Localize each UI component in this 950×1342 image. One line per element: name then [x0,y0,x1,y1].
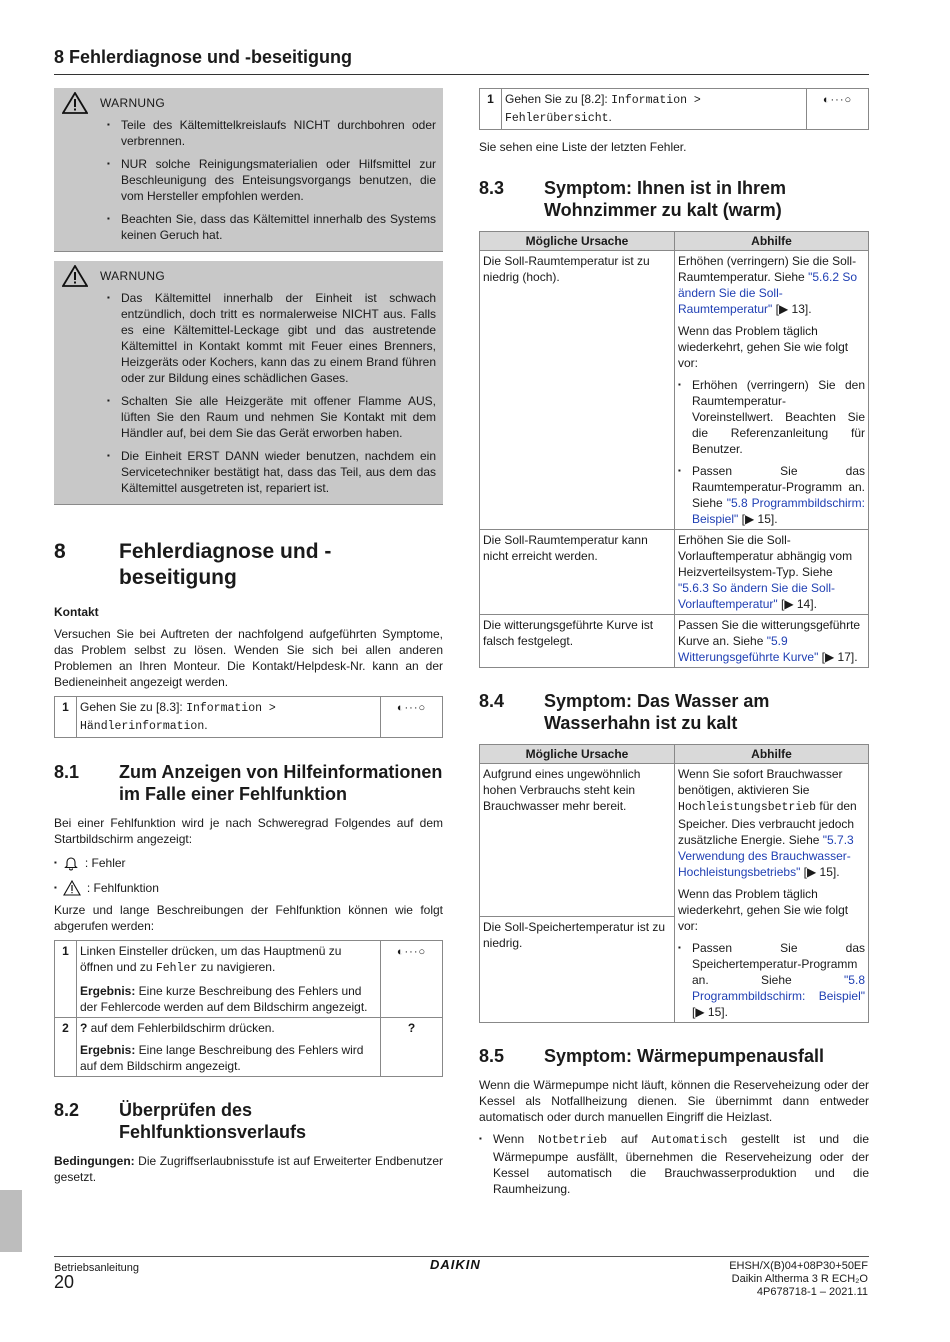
error-steps-table [54,940,443,1077]
cause-cell: Die Soll-Raumtemperatur ist zu niedrig (hoch). [480,251,675,530]
list-item: ▪ : Fehlfunktion [54,881,159,895]
history-after-text: Sie sehen eine Liste der letzten Fehler. [479,140,687,154]
section-number: 8 [54,540,66,563]
kontakt-step-table [54,696,443,738]
daikin-logo: DAIKIN [430,1257,481,1272]
warning-item: ▪ Schalten Sie alle Heizgeräte mit offener Flamme AUS, lüften Sie den Raum und nehmen Sie Kontakt mit dem Händler auf, bei dem Sie das Gerät erworben haben. [108,393,436,441]
warning-item: ▪ Das Kältemittel innerhalb der Einheit ist schwach entzündlich, doch tritt es normalerweise NICHT aus. Falls es eine Kältemittel-Leckage gibt und das austretende Kältemittel in Kontakt kommt mit Feuer eines Brenners, Heizgeräts oder Kochers, kann das zu einem Brand führen oder zur Bildung eines schädlichen Gases. [108,290,436,386]
warning-title: WARNUNG [100,96,165,110]
remedy-cell: Wenn Sie sofort Brauchwasser benötigen, aktivieren Sie Hochleistungsbetrieb für den Speicher. Dies verbraucht jedoch zusätzliche Energie. Siehe "5.7.3 Verwendung des Brauchwasser-Hochleistungsbetriebs" [▶ 15]. Wenn das Problem täglich wiederkehrt, gehen Sie wie folgt vor: ▪ Passen Sie das Speichertemperatur-Programm an. Siehe "5.8 Programmbildschirm: Beispiel" [▶ 15]. [675,764,869,1023]
footer-model-info: EHSH/X(B)04+08P30+50EF Daikin Altherma 3 R ECH₂O 4P678718-1 – 2021.11 [729,1260,868,1298]
table-row [480,251,869,530]
remedy-cell: Erhöhen Sie die Soll-Vorlauftemperatur abhängig vom Heizverteilsystem-Typ. Siehe "5.6.3 So ändern Sie die Soll-Vorlauftemperatur" [▶ 14]. [675,530,869,615]
warning-item: ▪ Die Einheit ERST DANN wieder benutzen, nachdem ein Servicetechniker bestätigt hat, dass das Teil, aus dem das Kältemittel ausgetreten ist, repariert ist. [108,448,436,496]
cross-reference-link[interactable]: "5.6.3 So ändern Sie die Soll-Vorlauftemperatur" [678,581,836,611]
table-row [55,941,443,1018]
dial-icon: ◐···○ [381,941,443,1018]
table-header-row [480,745,869,764]
left-column [54,88,443,1185]
warning-triangle-icon [62,265,88,287]
cross-reference-link[interactable]: "5.6.2 So ändern Sie die Soll-Raumtemperatur" [678,270,858,316]
right-column [479,88,869,1197]
cause-cell: Aufgrund eines ungewöhnlich hohen Verbrauchs steht kein Brauchwasser mehr bereit. [480,764,675,917]
list-item: ▪ : Fehler [54,856,126,870]
header-divider [54,74,869,75]
table-row [480,764,869,917]
cross-reference-link[interactable]: "5.8 Programmbildschirm: Beispiel" [692,496,865,526]
cross-reference-link[interactable]: "5.8 Programmbildschirm: Beispiel" [692,973,865,1003]
step-text: Gehen Sie zu [8.2]: Information > Fehlerübersicht. [502,89,807,130]
warning-item: ▪ Beachten Sie, dass das Kältemittel innerhalb des Systems keinen Geruch hat. [108,211,436,243]
table-row [55,697,443,738]
list-item: ▪ Passen Sie das Speichertemperatur-Programm an. Siehe "5.8 Programmbildschirm: Beispiel" [▶ 15]. [678,940,865,1020]
kontakt-heading: Kontakt [54,605,99,619]
section-8-5-heading [479,1045,869,1067]
section-number: 8.4 [479,691,505,711]
section-8-4-heading [479,690,869,734]
step-number: 1 [480,89,502,130]
section-title: Symptom: Ihnen ist in Ihrem Wohnzimmer zu kalt (warm) [544,178,787,220]
section-8-1-heading [54,761,443,805]
bullet-text: : Fehler [84,856,126,870]
warning-item: ▪ NUR solche Reinigungsmaterialien oder Hilfsmittel zur Beschleunigung des Enteisungsvorgangs benutzen, die vom Hersteller empfohlen werden. [108,156,436,204]
section-title: Symptom: Wärmepumpenausfall [544,1046,825,1066]
section-8-5-text: Wenn die Wärmepumpe nicht läuft, können die Reserveheizung oder der Kessel als Notfallheizung dienen. Sie übernimmt dann entweder automatisch oder durch manuellen Eingriff die Heizlast. [479,1078,869,1124]
section-title: Symptom: Das Wasser am Wasserhahn ist zu kalt [544,691,770,733]
section-8-heading [54,539,443,591]
section-8-2-conditions: Bedingungen: Die Zugriffserlaubnisstufe ist auf Erweiterter Endbenutzer gesetzt. [54,1154,443,1184]
warning-item: ▪ Teile des Kältemittelkreislaufs NICHT durchbohren oder verbrennen. [108,117,436,149]
footer-doc-type: Betriebsanleitung [54,1262,140,1274]
warning-triangle-icon [63,880,81,896]
page-header-title: 8 Fehlerdiagnose und -beseitigung [54,47,353,67]
step-text: ? auf dem Fehlerbildschirm drücken. Ergebnis: Eine lange Beschreibung des Fehlers wird auf dem Bildschirm angezeigt. [77,1018,381,1077]
cause-cell: Die witterungsgeführte Kurve ist falsch festgelegt. [480,615,675,668]
cause-cell: Die Soll-Speichertemperatur ist zu niedrig. [480,916,675,1022]
bullet-text: : Fehlfunktion [86,881,159,895]
dial-icon: ◐···○ [381,697,443,738]
help-icon: ? [381,1018,443,1077]
column-header: Abhilfe [675,232,869,251]
table-row [55,1018,443,1077]
cause-cell: Die Soll-Raumtemperatur kann nicht erreicht werden. [480,530,675,615]
section-8-3-heading [479,177,869,221]
step-number: 2 [55,1018,77,1077]
section-number: 8.2 [54,1100,80,1120]
step-text: Linken Einsteller drücken, um das Hauptmenü zu öffnen und zu Fehler zu navigieren. Ergebnis: Eine kurze Beschreibung des Fehlers und der Fehlercode werden auf dem Bildschirm angezeigt. [77,941,381,1018]
table-row [480,530,869,615]
bell-icon [63,855,79,871]
section-title: Überprüfen des Fehlfunktionsverlaufs [119,1100,307,1142]
list-item: ▪ Passen Sie das Raumtemperatur-Programm an. Siehe "5.8 Programmbildschirm: Beispiel" [▶ 15]. [678,463,865,527]
kontakt-text: Versuchen Sie bei Auftreten der nachfolgend aufgeführten Symptome, das Problem selbst zu lösen. Wenden Sie sich bei allen anderen Problemen an Ihren Monteur. Die Kontakt/Helpdesk-Nr. kann an der Bedieneinheit angezeigt werden. [54,627,443,689]
list-item: ▪ Erhöhen (verringern) Sie den Raumtemperatur-Voreinstellwert. Beachten Sie die Referenzanleitung für Benutzer. [678,377,865,457]
section-number: 8.3 [479,178,505,198]
section-title: Fehlerdiagnose und - beseitigung [119,540,332,589]
warning-box-2 [54,261,443,505]
remedy-cell: Erhöhen (verringern) Sie die Soll-Raumtemperatur. Siehe "5.6.2 So ändern Sie die Soll-Raumtemperatur" [▶ 13]. Wenn das Problem täglich wiederkehrt, gehen Sie wie folgt vor: ▪ Erhöhen (verringern) Sie den Raumtemperatur-Voreinstellwert. Beachten Sie die Referenzanleitung für Benutzer. ▪ Passen Sie das Raumtemperatur-Programm an. Siehe "5.8 Programmbildschirm: Beispiel" [▶ 15]. [675,251,869,530]
symptom-table-cold-room [479,231,869,668]
remedy-cell: Passen Sie die witterungsgeführte Kurve an. Siehe "5.9 Witterungsgeführte Kurve" [▶ 17]. [675,615,869,668]
section-8-1-intro: Bei einer Fehlfunktion wird je nach Schweregrad Folgendes auf dem Startbildschirm angezeigt: [54,816,443,846]
step-number: 1 [55,941,77,1018]
cross-reference-link[interactable]: "5.9 Witterungsgeführte Kurve" [678,634,819,664]
page-number: 20 [54,1272,75,1292]
chapter-tab-marker [0,1190,22,1252]
section-number: 8.5 [479,1046,505,1066]
warning-triangle-icon [62,92,88,114]
section-8-1-text: Kurze und lange Beschreibungen der Fehlfunktion können wie folgt abgerufen werden: [54,903,443,933]
dial-icon: ◐···○ [807,89,869,130]
warning-box-1 [54,88,443,252]
warning-title: WARNUNG [100,269,165,283]
table-row [480,615,869,668]
list-item: ▪ Wenn Notbetrieb auf Automatisch gestellt ist und die Wärmepumpe ausfällt, übernehmen die Reserveheizung oder der Kessel automatisch die Brauchwasserproduktion und die Raumheizung. [479,1132,869,1196]
table-header-row [480,232,869,251]
column-header: Mögliche Ursache [480,745,675,764]
symptom-table-cold-water [479,744,869,1023]
history-step-table [479,88,869,130]
section-number: 8.1 [54,762,80,782]
step-text: Gehen Sie zu [8.3]: Information > Händlerinformation. [77,697,381,738]
cross-reference-link[interactable]: "5.7.3 Verwendung des Brauchwasser-Hochleistungsbetriebs" [678,833,854,879]
section-8-2-heading [54,1099,443,1143]
section-title: Zum Anzeigen von Hilfeinformationen im Falle einer Fehlfunktion [119,762,443,804]
column-header: Abhilfe [675,745,869,764]
column-header: Mögliche Ursache [480,232,675,251]
step-number: 1 [55,697,77,738]
table-row [480,89,869,130]
